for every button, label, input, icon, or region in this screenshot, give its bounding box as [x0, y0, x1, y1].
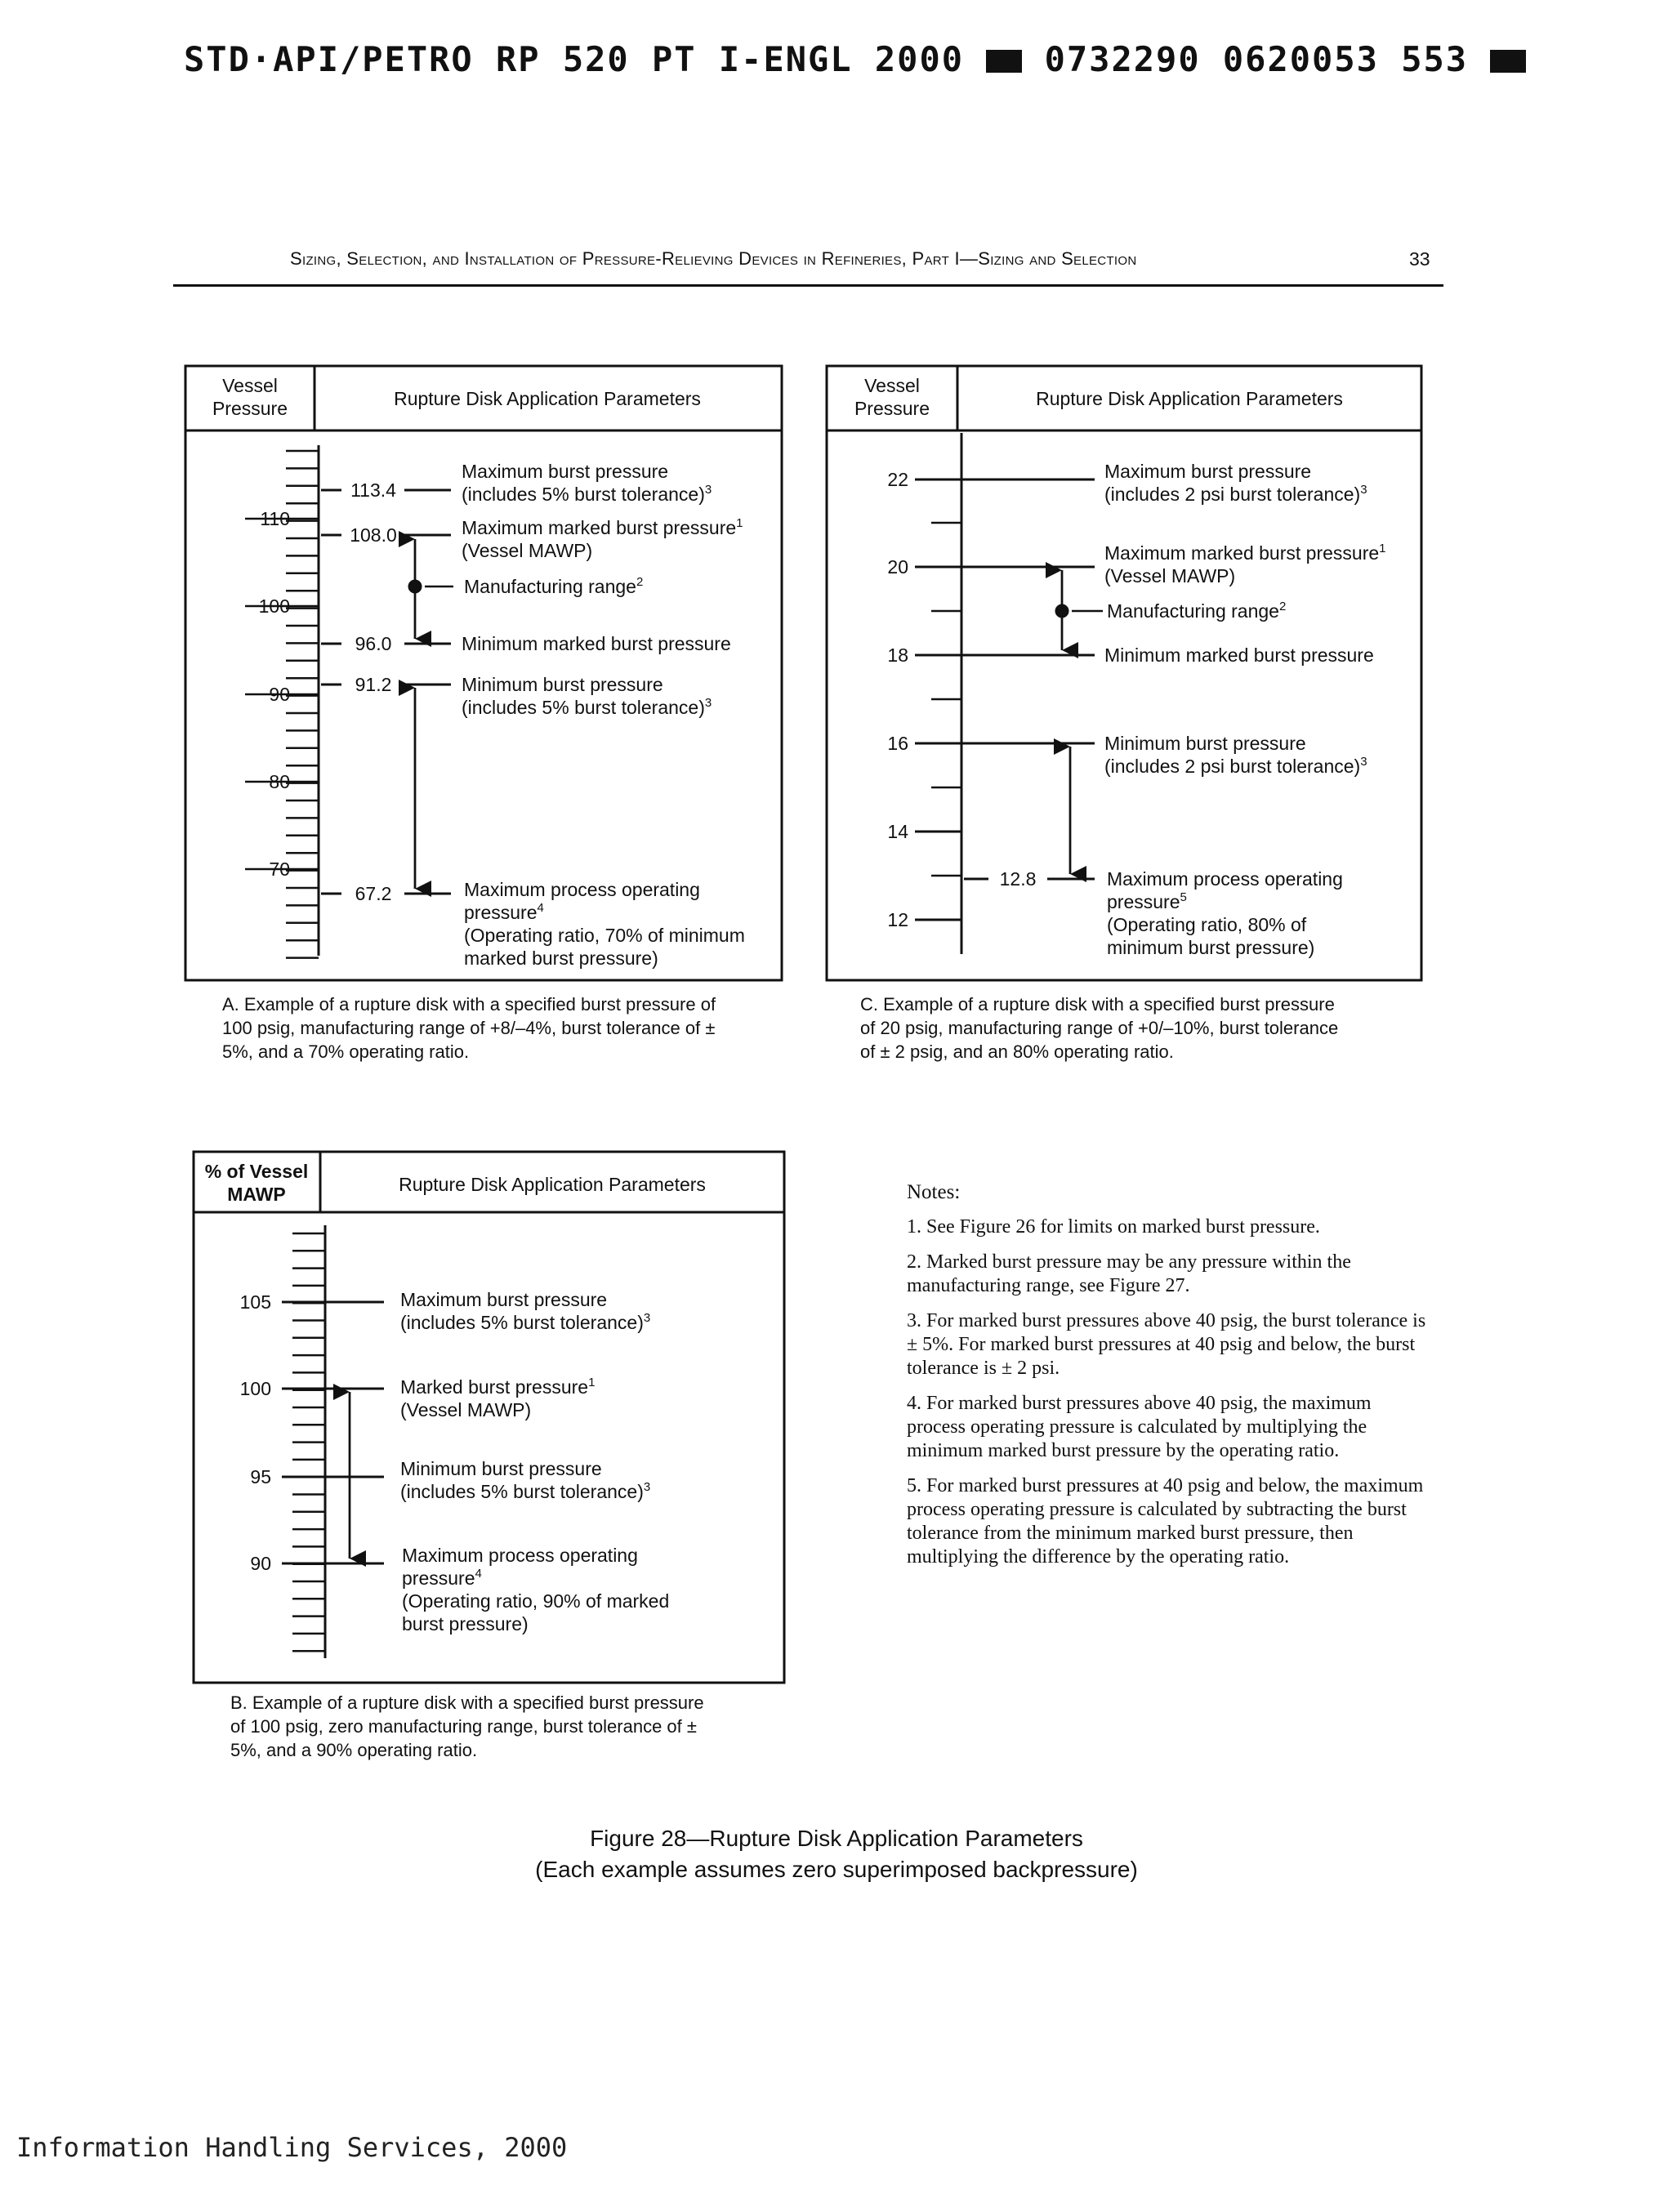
panel-a-max-marked-line2: (Vessel MAWP) — [462, 540, 593, 561]
note-3: 3. For marked burst pressures above 40 psig, the burst tolerance is ± 5%. For marked burst pressures at 40 psig and below, the burst tolerance is ± 2 psi. — [907, 1310, 1426, 1379]
panel-b-min-burst-line1: Minimum burst pressure — [400, 1458, 602, 1479]
panel-b-max-proc-line1: Maximum process operating — [402, 1545, 638, 1566]
panel-c-axis-18: 18 — [887, 644, 908, 666]
notes — [907, 1180, 1430, 1581]
panel-b-sup-4: 4 — [475, 1567, 482, 1581]
panel-c-max-burst-line2-text: (includes 2 psi burst tolerance) — [1104, 484, 1361, 505]
panel-a-axis-80: 80 — [269, 771, 290, 792]
panel-c-value-12-8: 12.8 — [999, 868, 1037, 890]
panel-b-axis-100: 100 — [239, 1378, 271, 1399]
panel-a-mfg-range-text: Manufacturing range — [464, 576, 636, 597]
panel-b-marked-line1-text: Marked burst pressure — [400, 1376, 589, 1398]
panel-a-value-113-4: 113.4 — [350, 479, 396, 501]
panel-c-sup-1: 1 — [1379, 542, 1386, 555]
panel-a-axis-100: 100 — [258, 595, 290, 617]
running-head: Sizing, Selection, and Installation of Pressure-Relieving Devices in Refineries, Part I—Sizing and Selection — [290, 248, 1137, 269]
panel-a-value-67-2: 67.2 — [355, 883, 392, 904]
panel-c-max-proc-line3: (Operating ratio, 80% of — [1107, 914, 1307, 935]
panel-c-min-marked: Minimum marked burst pressure — [1104, 644, 1374, 666]
panel-c-max-burst-line2 — [1104, 483, 1367, 505]
panel-a-max-burst-line2 — [462, 483, 712, 505]
note-5: 5. For marked burst pressures at 40 psig and below, the maximum process operating pressure is calculated by subtracting the burst tolerance from the minimum marked burst pressure, then multiplying the difference by the operating ratio. — [907, 1475, 1424, 1568]
panel-b-col1-line2: MAWP — [227, 1184, 286, 1205]
figure-subtitle: (Each example assumes zero superimposed backpressure) — [535, 1857, 1138, 1882]
panel-c-axis-22: 22 — [887, 469, 908, 490]
figure-caption — [0, 1823, 1673, 1885]
panel-c-max-marked-line2: (Vessel MAWP) — [1104, 565, 1236, 586]
panel-a-max-marked-line1 — [462, 516, 743, 538]
panel-b-max-proc-line2-text: pressure — [402, 1568, 475, 1589]
panel-a-max-marked-line1-text: Maximum marked burst pressure — [462, 517, 737, 538]
panel-a-value-91-2: 91.2 — [355, 674, 392, 695]
panel-b-col1-line1: % of Vessel — [204, 1161, 309, 1182]
panel-a-axis-90: 90 — [269, 684, 290, 705]
panel-c-min-burst-line2 — [1104, 755, 1367, 777]
panel-a-max-proc-line3: (Operating ratio, 70% of minimum — [464, 925, 745, 946]
panel-c-caption: C. Example of a rupture disk with a specified burst pressure of 20 psig, manufacturing range of +0/–10%, burst tolerance of ± 2 psig, and an 80% operating ratio. — [860, 994, 1339, 1062]
panel-a-min-marked: Minimum marked burst pressure — [462, 633, 731, 654]
panel-a-mfg-range — [464, 575, 643, 597]
panel-c-axis-14: 14 — [887, 821, 908, 842]
panel-c-axis-12: 12 — [887, 909, 908, 930]
panel-a-max-burst-line1: Maximum burst pressure — [462, 461, 669, 482]
panel-c-max-burst-line1: Maximum burst pressure — [1104, 461, 1312, 482]
panel-a-max-burst-line2-text: (includes 5% burst tolerance) — [462, 484, 705, 505]
panel-c-max-marked-line1 — [1104, 542, 1386, 564]
note-4: 4. For marked burst pressures above 40 psig, the maximum process operating pressure is calculated by multiplying the minimum marked burst pressure by the operating ratio. — [907, 1393, 1372, 1461]
panel-b-max-proc-line4: burst pressure) — [402, 1613, 529, 1634]
panel-a-caption: A. Example of a rupture disk with a specified burst pressure of 100 psig, manufacturing range of +8/–4%, burst tolerance of ± 5%, and a 70% operating ratio. — [222, 994, 716, 1062]
page-number: 33 — [1409, 248, 1430, 270]
panel-a-sup-4: 4 — [537, 901, 544, 915]
panel-c-min-burst-line1: Minimum burst pressure — [1104, 733, 1306, 754]
panel-a-max-proc-line1: Maximum process operating — [464, 879, 700, 900]
panel-c-mfg-range-text: Manufacturing range — [1107, 600, 1279, 622]
standard-id: STD·API/PETRO RP 520 PT I-ENGL 2000 — [184, 39, 965, 79]
panel-a-max-proc-line2 — [464, 901, 544, 923]
panel-b-caption: B. Example of a rupture disk with a specified burst pressure of 100 psig, zero manufacturing range, burst tolerance of ± 5%, and a 90% operating ratio. — [230, 1692, 704, 1760]
panel-b-min-burst-line2 — [400, 1480, 650, 1502]
panel-b-axis-105: 105 — [239, 1291, 271, 1313]
panel-b-axis-95: 95 — [250, 1466, 271, 1487]
figure-title: Figure 28—Rupture Disk Application Parameters — [590, 1826, 1083, 1851]
notes-title: Notes: — [907, 1181, 961, 1203]
panel-c-axis-16: 16 — [887, 733, 908, 754]
panel-a-max-proc-line2-text: pressure — [464, 902, 538, 923]
panel-a-value-96-0: 96.0 — [355, 633, 392, 654]
panel-c-sup-3a: 3 — [1360, 483, 1367, 497]
panel-b-max-burst-line2-text: (includes 5% burst tolerance) — [400, 1312, 644, 1333]
panel-c-col1-line2: Pressure — [854, 398, 930, 419]
panel-a-min-burst-line1: Minimum burst pressure — [462, 674, 663, 695]
panel-c-sup-3b: 3 — [1360, 755, 1367, 769]
panel-b-sup-3b: 3 — [643, 1480, 651, 1494]
panel-b-sup-1: 1 — [588, 1376, 596, 1389]
panel-b-marked-line2: (Vessel MAWP) — [400, 1399, 532, 1420]
panel-a-axis-110: 110 — [260, 508, 290, 529]
panel-c-max-proc-line2 — [1107, 890, 1187, 912]
panel-a-axis-70: 70 — [269, 858, 290, 880]
panel-a-col1-line2: Pressure — [212, 398, 288, 419]
panel-b-marked-line1 — [400, 1376, 595, 1398]
panel-b-max-proc-line2 — [402, 1567, 482, 1589]
note-2: 2. Marked burst pressure may be any pressure within the manufacturing range, see Figure 27. — [907, 1251, 1351, 1296]
panel-b-axis-90: 90 — [250, 1553, 271, 1574]
panel-b-max-proc-line3: (Operating ratio, 90% of marked — [402, 1590, 670, 1612]
panel-c-max-proc-line1: Maximum process operating — [1107, 868, 1343, 890]
panel-a-sup-2: 2 — [636, 575, 644, 589]
panel-c-max-proc-line2-text: pressure — [1107, 891, 1180, 912]
panel-c-min-burst-line2-text: (includes 2 psi burst tolerance) — [1104, 756, 1361, 777]
panel-b-max-burst-line2 — [400, 1311, 650, 1333]
panel-c-col2-header: Rupture Disk Application Parameters — [1036, 388, 1343, 409]
panel-c-sup-5: 5 — [1180, 890, 1187, 904]
panel-a-max-proc-line4: marked burst pressure) — [464, 948, 658, 969]
panel-c-sup-2: 2 — [1278, 600, 1287, 613]
panel-a-col2-header: Rupture Disk Application Parameters — [394, 388, 701, 409]
panel-c-col1-line1: Vessel — [864, 375, 920, 396]
panel-a-sup-1: 1 — [736, 516, 743, 530]
note-1: 1. See Figure 26 for limits on marked burst pressure. — [907, 1216, 1320, 1238]
panel-a-min-burst-line2 — [462, 696, 712, 718]
panel-a-min-burst-line2-text: (includes 5% burst tolerance) — [462, 697, 705, 718]
panel-a-sup-3b: 3 — [704, 696, 712, 710]
panel-b-sup-3a: 3 — [643, 1311, 651, 1325]
panel-a-col1-line1: Vessel — [222, 375, 278, 396]
panel-a-value-108-0: 108.0 — [350, 524, 397, 546]
panel-c-mfg-range — [1107, 600, 1286, 622]
panel-b-min-burst-line2-text: (includes 5% burst tolerance) — [400, 1481, 644, 1502]
document-code: 0732290 0620053 553 — [1044, 39, 1469, 79]
panel-c-axis-20: 20 — [887, 556, 908, 578]
panel-c-max-proc-line4: minimum burst pressure) — [1107, 937, 1315, 958]
panel-c-max-marked-line1-text: Maximum marked burst pressure — [1104, 542, 1380, 564]
footer-text: Information Handling Services, 2000 — [16, 2132, 568, 2163]
panel-b-max-burst-line1: Maximum burst pressure — [400, 1289, 608, 1310]
panel-b-col2-header: Rupture Disk Application Parameters — [399, 1174, 706, 1195]
panel-a-sup-3a: 3 — [704, 483, 712, 497]
